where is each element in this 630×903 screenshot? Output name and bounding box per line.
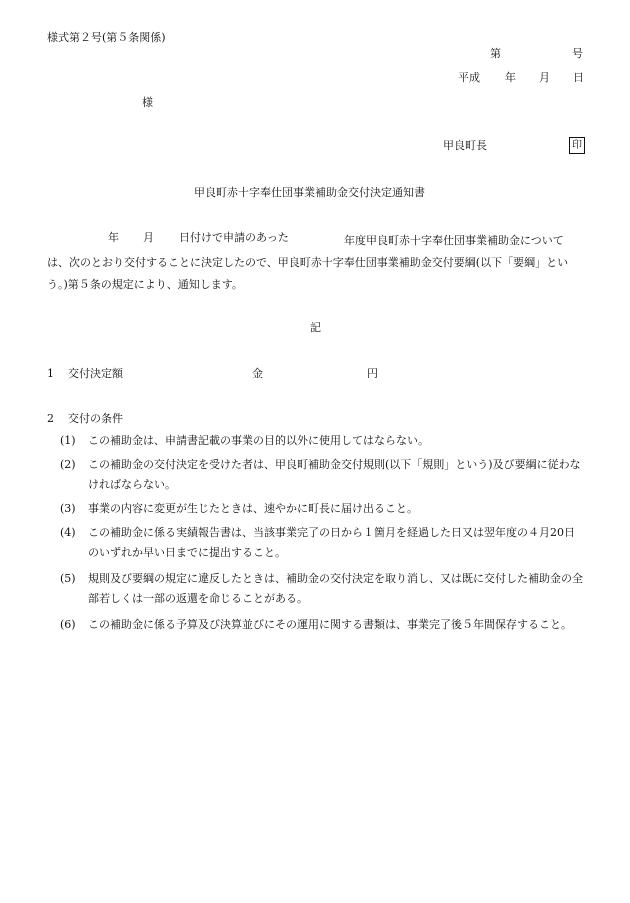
condition-text: 規則及び要綱の規定に違反したときは、補助金の交付決定を取り消し、又は既に交付した補助金の全部若しくは一部の返還を命じることがある。 <box>88 572 583 605</box>
condition-item <box>60 499 585 519</box>
condition-number: (2) <box>60 458 76 471</box>
issuer-name: 甲良町長 <box>443 139 487 152</box>
condition-number: (5) <box>60 572 76 585</box>
date-day: 日 <box>573 71 584 84</box>
condition-number: (6) <box>60 618 76 631</box>
document-title: 甲良町赤十字奉仕団事業補助金交付決定通知書 <box>194 186 425 199</box>
item1-yen: 円 <box>367 367 378 380</box>
body-date-phrase: 日付けで申請のあった <box>179 231 289 244</box>
condition-item <box>60 569 585 609</box>
body-year: 年 <box>108 231 119 244</box>
date-era: 平成 <box>458 71 480 84</box>
condition-text: この補助金は、申請書記載の事業の目的以外に使用してはならない。 <box>88 434 429 447</box>
body-month: 月 <box>143 231 154 244</box>
condition-item <box>60 615 585 635</box>
body-paragraph: 年度甲良町赤十字奉仕団事業補助金については、次のとおり交付することに決定したので、甲良町赤十字奉仕団事業補助金交付要綱(以下「要綱」という。)第５条の規定により、通知します。 <box>47 234 569 291</box>
form-label: 様式第２号(第５条関係) <box>47 31 166 44</box>
item1-label: 交付決定額 <box>68 367 123 380</box>
item2-number: 2 <box>47 412 54 425</box>
ki-heading: 記 <box>310 321 321 334</box>
doc-number-prefix: 第 <box>490 47 501 60</box>
seal-mark: 印 <box>569 137 585 154</box>
item2-label: 交付の条件 <box>68 412 123 425</box>
condition-text: この補助金に係る実績報告書は、当該事業完了の日から１箇月を経過した日又は翌年度の４月20日のいずれか早い日までに提出すること。 <box>88 526 575 559</box>
condition-number: (3) <box>60 502 76 515</box>
condition-item <box>60 431 585 451</box>
item1-number: 1 <box>47 367 54 380</box>
doc-number-suffix: 号 <box>572 47 583 60</box>
condition-item <box>60 523 585 563</box>
condition-item <box>60 455 585 495</box>
date-year: 年 <box>505 71 516 84</box>
addressee-suffix: 様 <box>142 96 153 109</box>
condition-text: この補助金に係る予算及び決算並びにその運用に関する書類は、事業完了後５年間保存すること。 <box>88 618 572 631</box>
date-month: 月 <box>539 71 550 84</box>
condition-text: この補助金の交付決定を受けた者は、甲良町補助金交付規則(以下「規則」という)及び要綱に従わなければならない。 <box>88 458 581 491</box>
condition-number: (1) <box>60 434 76 447</box>
item1-kin: 金 <box>252 367 263 380</box>
condition-text: 事業の内容に変更が生じたときは、速やかに町長に届け出ること。 <box>88 502 418 515</box>
condition-number: (4) <box>60 526 76 539</box>
